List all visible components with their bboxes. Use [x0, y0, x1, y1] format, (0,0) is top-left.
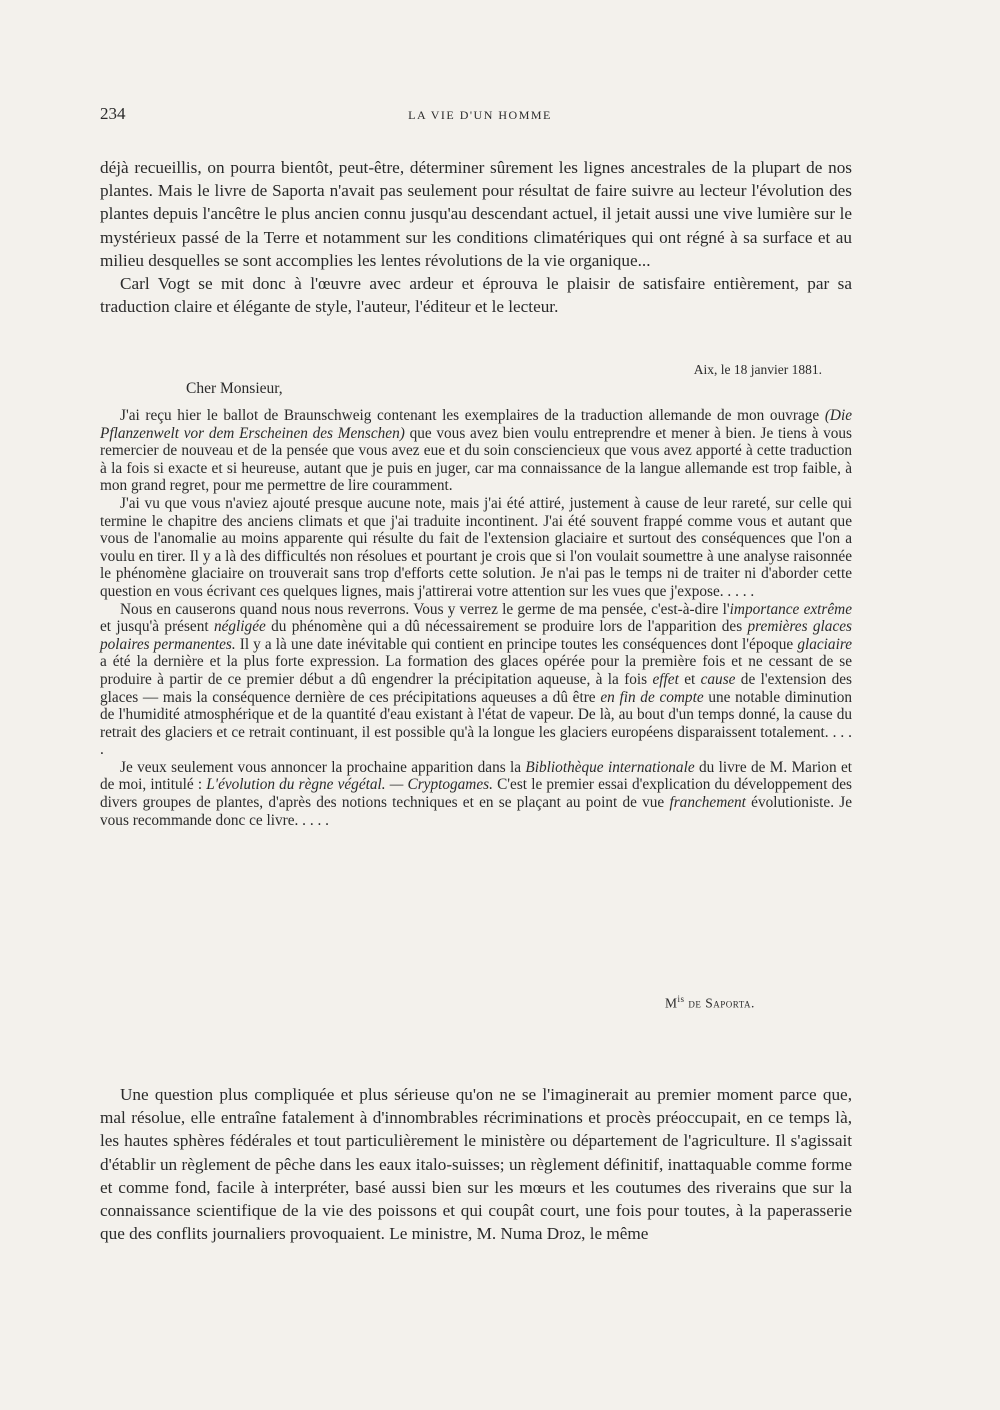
letter-paragraph-4: Je veux seulement vous annoncer la prochaine apparition dans la Bibliothèque internationale du livre de M. Marion et de moi, intitulé : L'évolution du règne végétal. — Cryptogames. C'est le premier essai d'explication du développement des divers groupes de plantes, d'après des notions techniques et en se plaçant au point de vue franchement évolutioniste. Je vous recommande donc ce livre. . . . . [100, 758, 852, 829]
intro-paragraph-1: déjà recueillis, on pourra bientôt, peut-être, déterminer sûrement les lignes ancestrales de la plupart de nos plantes. Mais le livre de Saporta n'avait pas seulement pour résultat de faire suivre au lecteur l'évolution des plantes depuis l'ancêtre le plus ancien connu jusqu'au descendant actuel, il jetait aussi une vive lumière sur le mystérieux passé de la Terre et notamment sur les conditions climatériques qui ont régné à sa surface et au milieu desquelles se sont accomplies les lentes révolutions de la vie organique... [100, 158, 852, 270]
page-number: 234 [100, 104, 126, 123]
letter-paragraph-2: J'ai vu que vous n'aviez ajouté presque aucune note, mais j'ai été attiré, justement à cause de leur rareté, sur celle qui termine le chapitre des anciens climats et que j'ai traduite incontinent. J'ai été souvent frappé comme vous et autant que vous de l'anomalie au moins apparente qui résulte du fait de l'extension glaciaire et surtout des conséquences que l'on a voulu en tirer. Il y a là des difficultés non résolues et pourtant je crois que si l'on voulait soumettre à une analyse raisonnée le phénomène glaciaire on trouverait sans trop d'efforts cette solution. Je n'ai pas le temps ni de traiter ni d'aborder cette question en vous écrivant ces quelques lignes, mais j'attirerai votre attention sur les vues que j'expose. . . . . [100, 494, 852, 600]
letter-date: Aix, le 18 janvier 1881. [693, 362, 822, 377]
running-title: LA VIE D'UN HOMME [408, 108, 552, 122]
letter-paragraph-1: J'ai reçu hier le ballot de Braunschweig contenant les exemplaires de la traduction allemande de mon ouvrage (Die Pflanzenwelt vor dem Erscheinen des Menschen) que vous avez bien voulu entreprendre et mener à bien. Je tiens à vous remercier de nouveau et de la pensée que vous avez eue et du soin consciencieux que vous avez apporté à cette traduction à la fois si exacte et si heureuse, autant que je puis en juger, car ma connaissance de la langue allemande est trop faible, à mon grand regret, pour me permettre de lire couramment. [100, 407, 852, 495]
intro-text [100, 156, 852, 318]
closing-paragraph-1: Une question plus compliquée et plus sérieuse qu'on ne se l'imaginerait au premier moment parce que, mal résolue, elle entraîne fatalement à d'innombrables récriminations et procès préoccupait, en ce temps là, les hautes sphères fédérales et tout particulièrement le ministère ou département de l'agriculture. Il s'agissait d'établir un règlement de pêche dans les eaux italo-suisses; un règlement définitif, inattaquable comme forme et comme fond, facile à interpréter, basé aussi bien sur les mœurs et les coutumes des riverains que sur la connaissance scientifique de la vie des poissons et qui coupât court, une fois pour toutes, à la paperasserie que des conflits journaliers provoquaient. Le ministre, M. Numa Droz, le même [100, 1085, 852, 1244]
intro-paragraph-2: Carl Vogt se mit donc à l'œuvre avec ardeur et éprouva le plaisir de satisfaire entièrement, par sa traduction claire et élégante de style, l'auteur, l'éditeur et le lecteur. [100, 274, 852, 317]
closing-text [100, 1083, 852, 1245]
letter-salutation: Cher Monsieur, [186, 380, 283, 397]
letter-body [100, 407, 852, 829]
letter-paragraph-3: Nous en causerons quand nous nous reverrons. Vous y verrez le germe de ma pensée, c'est-à-dire l'importance extrême et jusqu'à présent négligée du phénomène qui a dû nécessairement se produire lors de l'apparition des premières glaces polaires permanentes. Il y a là une date inévitable qui contient en principe toutes les conséquences dont l'époque glaciaire a été la dernière et la plus forte expression. La formation des glaces opérée pour la première fois et ne cessant de se produire à partir de ce premier début a dû engendrer la précipitation aqueuse, à la fois effet et cause de l'extension des glaces — mais la conséquence dernière de ces précipitations aqueuses a dû être en fin de compte une notable diminution de l'humidité atmosphérique et de la quantité d'eau existant à l'état de vapeur. De là, au bout d'un temps donné, la cause du retrait des glaciers et ce retrait continuant, il est possible qu'à la longue les glaciers européens disparaissent totalement. . . . . [100, 600, 852, 759]
letter-signature: $M^{is}$ de Saporta. [665, 994, 755, 1011]
